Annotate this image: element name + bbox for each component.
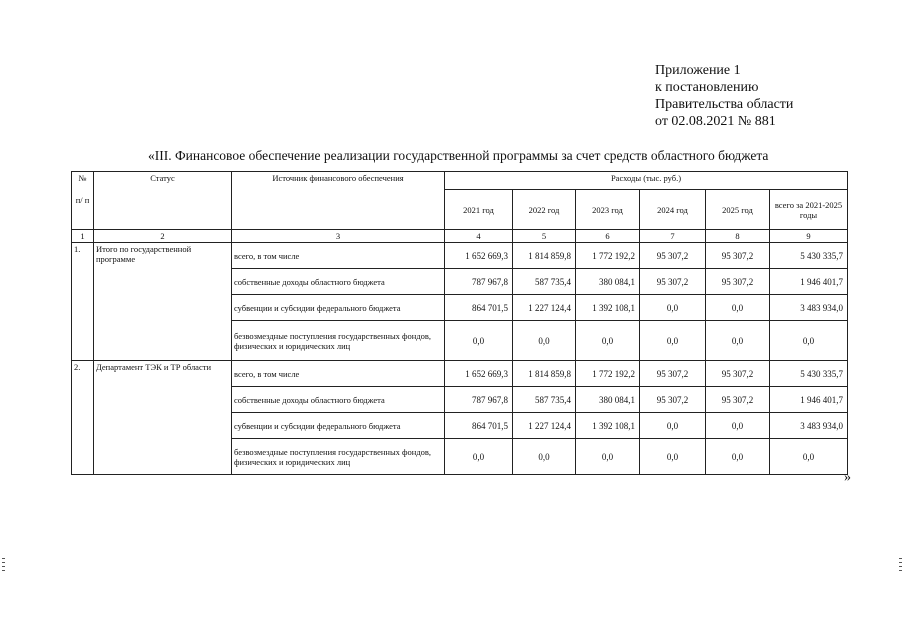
value-cell: 0,0 xyxy=(640,413,706,439)
value-cell: 0,0 xyxy=(576,321,640,361)
header-year: 2025 год xyxy=(706,190,770,230)
value-cell: 95 307,2 xyxy=(640,243,706,269)
value-cell: 0,0 xyxy=(640,321,706,361)
value-cell: 1 392 108,1 xyxy=(576,413,640,439)
header-year: 2022 год xyxy=(513,190,576,230)
row-source: субвенции и субсидии федерального бюджета xyxy=(232,295,445,321)
value-cell: 0,0 xyxy=(706,413,770,439)
value-cell: 0,0 xyxy=(445,321,513,361)
value-cell: 1 772 192,2 xyxy=(576,243,640,269)
scan-edge-mark xyxy=(899,558,902,574)
value-cell: 380 084,1 xyxy=(576,387,640,413)
row-source: собственные доходы областного бюджета xyxy=(232,387,445,413)
value-cell: 0,0 xyxy=(640,439,706,475)
scan-edge-mark xyxy=(2,558,5,574)
row-source: безвозмездные поступления государственных фондов, физических и юридических лиц xyxy=(232,439,445,475)
value-cell: 1 227 124,4 xyxy=(513,295,576,321)
row-source: собственные доходы областного бюджета xyxy=(232,269,445,295)
appendix-line: Правительства области xyxy=(655,97,794,112)
value-cell: 1 814 859,8 xyxy=(513,361,576,387)
row-source: всего, в том числе xyxy=(232,361,445,387)
header-year: 2021 год xyxy=(445,190,513,230)
value-cell: 1 392 108,1 xyxy=(576,295,640,321)
row-source: субвенции и субсидии федерального бюджета xyxy=(232,413,445,439)
value-cell: 95 307,2 xyxy=(640,361,706,387)
row-source: безвозмездные поступления государственных фондов, физических и юридических лиц xyxy=(232,321,445,361)
financing-table xyxy=(71,171,848,475)
value-cell: 3 483 934,0 xyxy=(770,295,848,321)
value-cell: 95 307,2 xyxy=(706,387,770,413)
value-cell: 95 307,2 xyxy=(640,387,706,413)
value-cell: 0,0 xyxy=(770,321,848,361)
value-cell: 787 967,8 xyxy=(445,387,513,413)
value-cell: 1 772 192,2 xyxy=(576,361,640,387)
value-cell: 0,0 xyxy=(706,439,770,475)
table-row xyxy=(72,243,848,269)
value-cell: 1 814 859,8 xyxy=(513,243,576,269)
row-status: Итого по государственной программе xyxy=(94,243,232,361)
col-number: 3 xyxy=(232,230,445,243)
value-cell: 0,0 xyxy=(576,439,640,475)
appendix-block xyxy=(655,62,793,130)
value-cell: 380 084,1 xyxy=(576,269,640,295)
header-num: № xyxy=(78,173,87,183)
value-cell: 95 307,2 xyxy=(706,269,770,295)
header-year: 2024 год xyxy=(640,190,706,230)
col-number: 2 xyxy=(94,230,232,243)
closing-quote: » xyxy=(844,470,851,485)
header-num-cell xyxy=(72,172,94,230)
col-number: 5 xyxy=(513,230,576,243)
value-cell: 864 701,5 xyxy=(445,413,513,439)
value-cell: 95 307,2 xyxy=(706,361,770,387)
row-index: 2. xyxy=(72,361,94,475)
col-number: 9 xyxy=(770,230,848,243)
col-number: 6 xyxy=(576,230,640,243)
value-cell: 0,0 xyxy=(513,321,576,361)
appendix-line: Приложение 1 xyxy=(655,63,741,78)
header-year: 2023 год xyxy=(576,190,640,230)
value-cell: 1 946 401,7 xyxy=(770,387,848,413)
value-cell: 0,0 xyxy=(770,439,848,475)
value-cell: 5 430 335,7 xyxy=(770,243,848,269)
value-cell: 1 946 401,7 xyxy=(770,269,848,295)
value-cell: 1 227 124,4 xyxy=(513,413,576,439)
value-cell: 1 652 669,3 xyxy=(445,243,513,269)
header-status: Статус xyxy=(94,172,232,230)
row-index: 1. xyxy=(72,243,94,361)
value-cell: 5 430 335,7 xyxy=(770,361,848,387)
value-cell: 587 735,4 xyxy=(513,269,576,295)
appendix-date-line: от 02.08.2021 № 881 xyxy=(655,114,776,129)
col-number: 4 xyxy=(445,230,513,243)
value-cell: 787 967,8 xyxy=(445,269,513,295)
row-status: Департамент ТЭК и ТР области xyxy=(94,361,232,475)
table-row xyxy=(72,361,848,387)
header-num-sub: п/ п xyxy=(75,195,90,205)
value-cell: 0,0 xyxy=(706,295,770,321)
value-cell: 0,0 xyxy=(640,295,706,321)
col-number: 7 xyxy=(640,230,706,243)
header-expenses: Расходы (тыс. руб.) xyxy=(445,172,848,190)
value-cell: 587 735,4 xyxy=(513,387,576,413)
header-year-total: всего за 2021-2025 годы xyxy=(770,190,848,230)
value-cell: 1 652 669,3 xyxy=(445,361,513,387)
value-cell: 0,0 xyxy=(445,439,513,475)
header-source: Источник финансового обеспечения xyxy=(232,172,445,230)
row-source: всего, в том числе xyxy=(232,243,445,269)
section-title: «III. Финансовое обеспечение реализации государственной программы за счет средств областного бюджета xyxy=(148,148,769,163)
value-cell: 95 307,2 xyxy=(640,269,706,295)
appendix-line: к постановлению xyxy=(655,80,759,95)
col-number: 1 xyxy=(72,230,94,243)
value-cell: 0,0 xyxy=(706,321,770,361)
value-cell: 0,0 xyxy=(513,439,576,475)
value-cell: 95 307,2 xyxy=(706,243,770,269)
col-number: 8 xyxy=(706,230,770,243)
value-cell: 3 483 934,0 xyxy=(770,413,848,439)
value-cell: 864 701,5 xyxy=(445,295,513,321)
